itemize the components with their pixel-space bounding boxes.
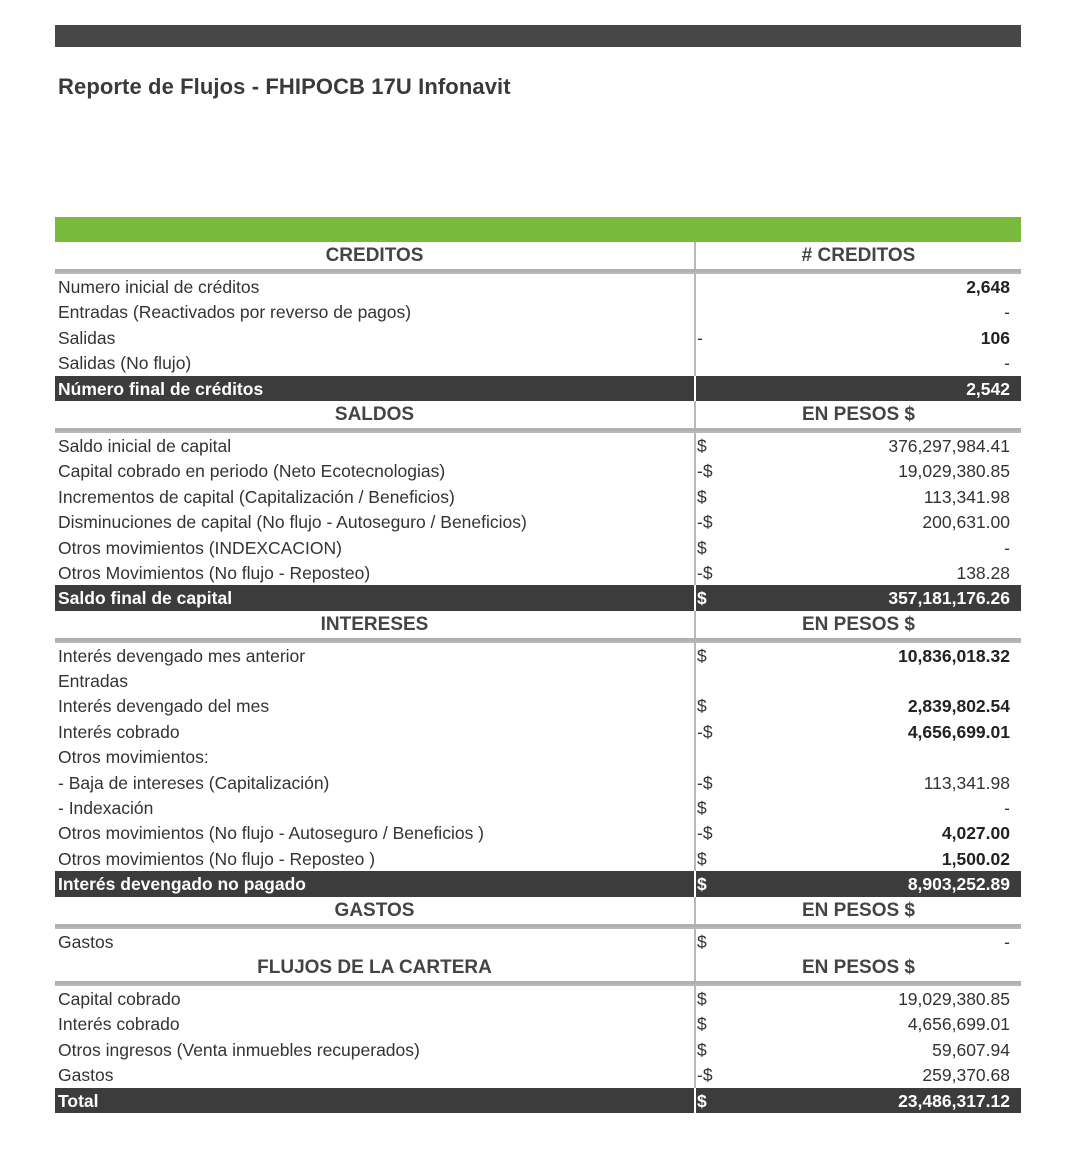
column-header: EN PESOS $	[802, 403, 915, 425]
section-header	[55, 897, 1021, 927]
section-title: GASTOS	[334, 899, 415, 921]
row-label: Otros Movimientos (No flujo - Reposteo)	[58, 562, 371, 583]
table-row	[55, 299, 1021, 324]
column-divider	[694, 560, 696, 585]
currency-sign: $	[697, 848, 707, 869]
table-row	[55, 1037, 1021, 1062]
row-value: -	[1004, 931, 1010, 952]
report-table	[55, 242, 1021, 1113]
currency-sign: -$	[697, 562, 713, 583]
row-value: 2,839,802.54	[907, 696, 1010, 717]
table-row	[55, 641, 1021, 668]
currency-sign: $	[697, 435, 707, 456]
row-value: 376,297,984.41	[888, 435, 1010, 456]
section-title: SALDOS	[334, 403, 415, 425]
column-divider	[694, 744, 696, 769]
table-row	[55, 846, 1021, 871]
column-divider	[694, 986, 696, 1011]
row-label: Entradas	[58, 671, 129, 692]
row-value: 2,542	[966, 378, 1010, 399]
column-header: # CREDITOS	[801, 245, 916, 266]
row-value: 138.28	[956, 562, 1010, 583]
row-label: Otros movimientos (INDEXCACION)	[58, 537, 342, 558]
column-divider	[694, 846, 696, 871]
row-label: Gastos	[58, 1065, 114, 1086]
currency-sign: -$	[697, 461, 713, 482]
currency-sign: -	[697, 327, 703, 348]
column-divider	[694, 643, 696, 668]
row-label: Capital cobrado	[58, 988, 181, 1009]
row-label: Total	[58, 1090, 99, 1111]
column-header: EN PESOS $	[802, 613, 915, 635]
table-row	[55, 458, 1021, 483]
row-label: Otros movimientos (No flujo - Reposteo )	[58, 848, 376, 869]
column-divider	[694, 693, 696, 718]
currency-sign: -$	[697, 823, 713, 844]
table-row	[55, 693, 1021, 718]
row-label: - Indexación	[58, 798, 154, 819]
section-header	[55, 611, 1021, 641]
row-label: Otros movimientos:	[58, 747, 209, 768]
column-divider	[694, 719, 696, 744]
column-divider	[694, 770, 696, 795]
section-header	[55, 401, 1021, 431]
column-divider	[694, 795, 696, 820]
row-value: 19,029,380.85	[898, 988, 1010, 1009]
table-row	[55, 770, 1021, 795]
column-divider	[694, 1088, 696, 1113]
table-row	[55, 560, 1021, 585]
column-divider	[694, 1037, 696, 1062]
row-label: Interés cobrado	[58, 1014, 180, 1035]
currency-sign: $	[697, 1090, 707, 1111]
row-value: 2,648	[966, 277, 1010, 297]
row-value: 23,486,317.12	[898, 1090, 1010, 1111]
row-label: Interés cobrado	[58, 721, 180, 742]
section-title: FLUJOS DE LA CARTERA	[257, 956, 492, 978]
column-divider	[694, 668, 696, 693]
row-label: Interés devengado no pagado	[58, 874, 306, 895]
row-value: 200,631.00	[922, 512, 1010, 533]
currency-sign: $	[697, 537, 707, 558]
table-row	[55, 820, 1021, 845]
row-value: 357,181,176.26	[888, 588, 1010, 609]
column-divider	[694, 820, 696, 845]
column-divider	[694, 274, 696, 299]
row-value: 1,500.02	[941, 848, 1010, 869]
top-bar	[55, 25, 1021, 47]
column-divider	[694, 929, 696, 954]
row-label: Salidas (No flujo)	[58, 353, 192, 374]
row-value: 19,029,380.85	[898, 461, 1010, 482]
row-label: Número final de créditos	[58, 378, 264, 399]
currency-sign: -$	[697, 512, 713, 533]
row-label: Incrementos de capital (Capitalización / Beneficios)	[58, 486, 455, 507]
row-label: Disminuciones de capital (No flujo - Autoseguro / Beneficios)	[58, 512, 527, 533]
currency-sign: $	[697, 874, 707, 895]
row-value: 113,341.98	[923, 772, 1010, 793]
column-divider	[694, 585, 696, 610]
column-divider	[694, 350, 696, 375]
row-label: Interés devengado mes anterior	[58, 645, 306, 666]
row-label: Saldo inicial de capital	[58, 435, 232, 456]
section-title: CREDITOS	[325, 245, 424, 266]
row-value: -	[1004, 798, 1010, 819]
currency-sign: $	[697, 1039, 707, 1060]
table-row	[55, 795, 1021, 820]
table-row	[55, 1062, 1021, 1087]
row-value: 59,607.94	[932, 1039, 1010, 1060]
row-label: Saldo final de capital	[58, 588, 233, 609]
row-value: 113,341.98	[923, 486, 1010, 507]
currency-sign: $	[697, 696, 707, 717]
table-row	[55, 509, 1021, 534]
row-label: Interés devengado del mes	[58, 696, 270, 717]
table-row	[55, 325, 1021, 350]
row-value: -	[1004, 353, 1010, 374]
column-divider	[694, 484, 696, 509]
column-divider	[694, 1011, 696, 1036]
table-row	[55, 984, 1021, 1011]
row-value: -	[1004, 302, 1010, 323]
green-header-bar	[55, 217, 1021, 242]
total-row	[55, 1088, 1021, 1113]
row-value: 4,027.00	[941, 823, 1010, 844]
row-label: - Baja de intereses (Capitalización)	[58, 772, 330, 793]
table-row	[55, 1011, 1021, 1036]
currency-sign: $	[697, 931, 707, 952]
currency-sign: -$	[697, 1065, 713, 1086]
currency-sign: -$	[697, 721, 713, 742]
table-row	[55, 535, 1021, 560]
column-divider	[694, 871, 696, 896]
total-row	[55, 376, 1021, 401]
column-divider	[694, 325, 696, 350]
currency-sign: $	[697, 486, 707, 507]
column-divider	[694, 509, 696, 534]
column-divider	[694, 458, 696, 483]
column-divider	[694, 299, 696, 324]
row-label: Numero inicial de créditos	[58, 277, 260, 297]
table-row	[55, 350, 1021, 375]
currency-sign: $	[697, 1014, 707, 1035]
currency-sign: $	[697, 988, 707, 1009]
column-header: EN PESOS $	[802, 956, 915, 978]
table-row	[55, 668, 1021, 693]
table-row	[55, 431, 1021, 458]
row-label: Salidas	[58, 327, 116, 348]
row-value: 106	[980, 327, 1010, 348]
row-label: Entradas (Reactivados por reverso de pagos)	[58, 302, 412, 323]
row-value: 4,656,699.01	[907, 1014, 1010, 1035]
currency-sign: $	[697, 798, 707, 819]
section-header	[55, 242, 1021, 272]
row-value: 10,836,018.32	[898, 645, 1010, 666]
row-label: Capital cobrado en periodo (Neto Ecotecnologias)	[58, 461, 446, 482]
section-header	[55, 954, 1021, 984]
total-row	[55, 871, 1021, 896]
table-row	[55, 927, 1021, 954]
table-row	[55, 272, 1021, 299]
column-divider	[694, 1062, 696, 1087]
currency-sign: $	[697, 588, 707, 609]
row-label: Gastos	[58, 931, 114, 952]
column-divider	[694, 433, 696, 458]
table-row	[55, 484, 1021, 509]
total-row	[55, 585, 1021, 610]
section-title: INTERESES	[320, 613, 429, 635]
column-divider	[694, 376, 696, 401]
currency-sign: $	[697, 645, 707, 666]
row-value: -	[1004, 537, 1010, 558]
report-title: Reporte de Flujos - FHIPOCB 17U Infonavit	[58, 74, 511, 99]
row-value: 259,370.68	[922, 1065, 1010, 1086]
currency-sign: -$	[697, 772, 713, 793]
row-label: Otros ingresos (Venta inmuebles recuperados)	[58, 1039, 420, 1060]
table-row	[55, 719, 1021, 744]
row-label: Otros movimientos (No flujo - Autoseguro / Beneficios )	[58, 823, 485, 844]
column-divider	[694, 535, 696, 560]
column-header: EN PESOS $	[802, 899, 915, 921]
row-value: 8,903,252.89	[907, 874, 1010, 895]
row-value: 4,656,699.01	[907, 721, 1010, 742]
table-row	[55, 744, 1021, 769]
